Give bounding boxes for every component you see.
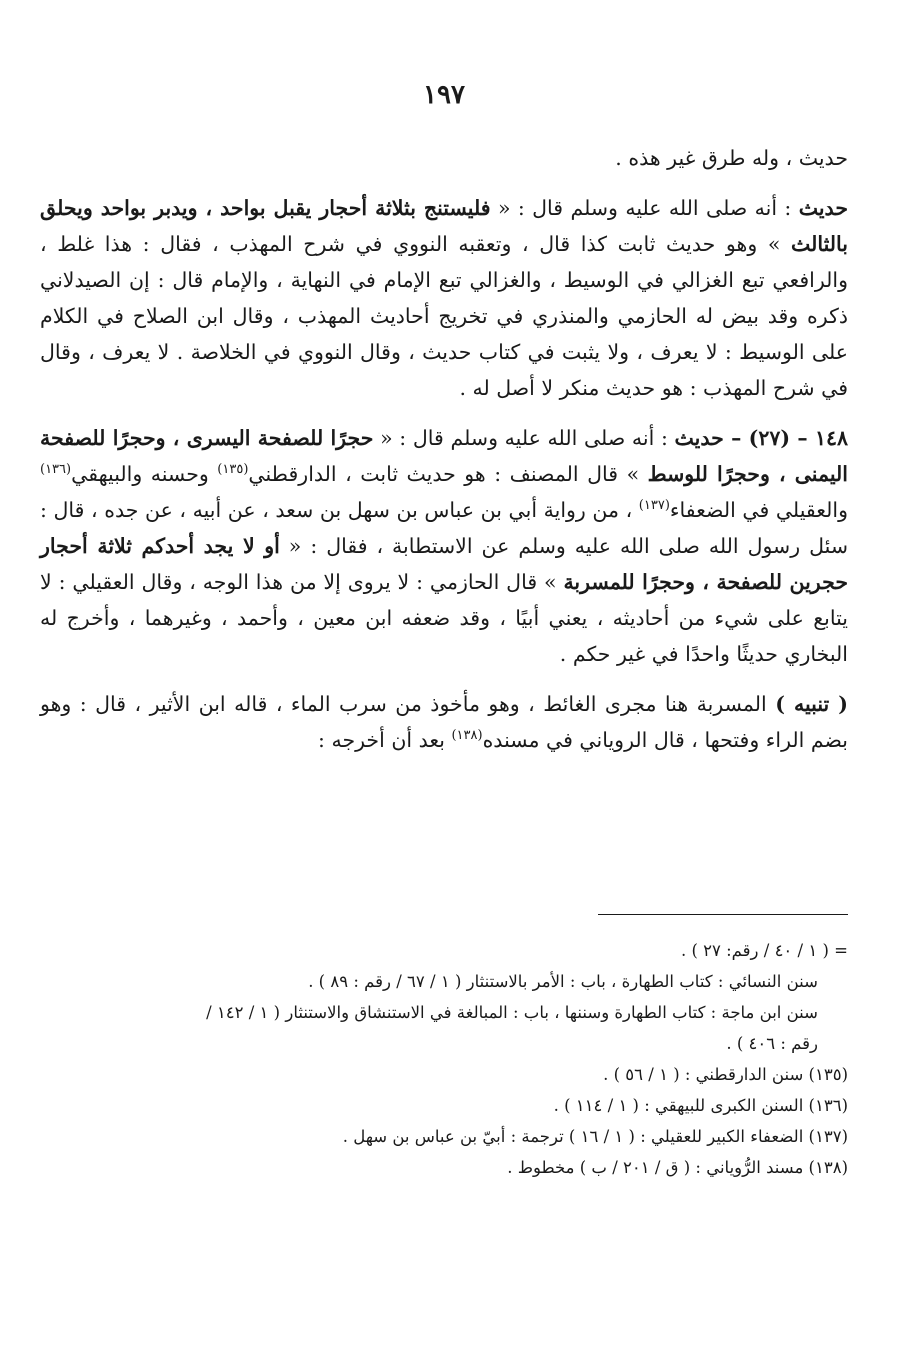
- footnote-separator: [598, 914, 848, 915]
- text-span: المسربة هنا مجرى الغائط ، وهو مأخوذ من سرب الماء ، قاله ابن الأثير ، قال : وهو بضم الراء وفتحها ، قال الروياني في مسنده: [40, 692, 848, 752]
- hadith-number-heading: ١٤٨ – (٢٧) – حديث: [674, 426, 848, 450]
- footnote-continuation: = ( ١ / ٤٠ / رقم: ٢٧ ) .: [680, 941, 848, 960]
- text-span: ، من رواية أبي بن عباس بن سهل بن سعد ، عن أبيه ، عن جده ، قال : سئل رسول الله صلى الله عليه وسلم عن الاستطابة ، فقال : «: [40, 498, 848, 558]
- note-label: ( تنبيه ): [775, 692, 848, 716]
- footnote-ref-138[interactable]: (١٣٨): [451, 728, 483, 744]
- footnote-ref-135[interactable]: (١٣٥): [217, 462, 249, 478]
- footnote-line: سنن النسائي : كتاب الطهارة ، باب : الأمر بالاستنثار ( ١ / ٦٧ / رقم : ٨٩ ) .: [308, 972, 818, 991]
- text-span: : أنه صلى الله عليه وسلم قال : «: [373, 426, 675, 450]
- footnote-ref-137[interactable]: (١٣٧): [638, 498, 670, 514]
- text-span: : أنه صلى الله عليه وسلم قال : «: [490, 196, 799, 220]
- hadith-quote: حجرًا للصفحة اليسرى ، وحجرًا للصفحة اليمنى ، وحجرًا للوسط: [40, 426, 848, 486]
- main-text: [40, 140, 848, 758]
- footnotes: [40, 935, 848, 1183]
- paragraph-2: [40, 190, 848, 406]
- text-span: » وهو حديث ثابت كذا قال ، وتعقبه النووي في شرح المهذب ، فقال : هذا غلط ، والرافعي تبع الغزالي في الوسيط ، والغزالي تبع الإمام في النهاية ، والإمام قال : إن الصيدلاني ذكره وقد بيض له الحازمي والمنذري في تخريج أحاديث المهذب ، وقال ابن الصلاح في الكلام على الوسيط : لا يعرف ، ولا يثبت في كتاب حديث ، وقال النووي في الخلاصة . لا يعرف ، وقال في شرح المهذب : هو حديث منكر لا أصل له .: [40, 232, 848, 400]
- footnote-137: (١٣٧) الضعفاء الكبير للعقيلي : ( ١ / ١٦ ) ترجمة : أبيّ بن عباس بن سهل .: [342, 1127, 848, 1146]
- text-span: » قال المصنف : هو حديث ثابت ، الدارقطني: [248, 462, 648, 486]
- document-page: [40, 0, 848, 1355]
- footnote-line: سنن ابن ماجة : كتاب الطهارة وسننها ، باب : المبالغة في الاستنشاق والاستنثار ( ١ / ١٤٢ /: [206, 1003, 818, 1022]
- footnote-line: رقم : ٤٠٦ ) .: [726, 1034, 818, 1053]
- text-span: بعد أن أخرجه :: [318, 728, 452, 752]
- footnote-135: (١٣٥) سنن الدارقطني : ( ١ / ٥٦ ) .: [603, 1065, 848, 1084]
- footnote-136: (١٣٦) السنن الكبرى للبيهقي : ( ١ / ١١٤ ) .: [553, 1096, 848, 1115]
- paragraph-4: [40, 686, 848, 758]
- page-number: ١٩٧: [423, 80, 465, 110]
- footnote-138: (١٣٨) مسند الرُّوياني : ( ق / ٢٠١ / ب ) مخطوط .: [507, 1158, 848, 1177]
- hadith-label: حديث: [798, 196, 848, 220]
- text-span: وحسنه والبيهقي: [71, 462, 218, 486]
- hadith-quote: أو لا يجد أحدكم ثلاثة أحجار حجرين للصفحة ، وحجرًا للمسربة: [40, 534, 848, 594]
- text-span: » قال الحازمي : لا يروى إلا من هذا الوجه ، وقال العقيلي : لا يتابع على شيء من أحاديثه ، يعني أبيًا ، وقد ضعفه ابن معين ، وأحمد ، وغيرهما ، وأخرج له البخاري حديثًا واحدًا في غير حكم .: [40, 570, 848, 666]
- footnote-ref-136[interactable]: (١٣٦): [40, 462, 72, 478]
- hadith-quote: فليستنج بثلاثة أحجار يقبل بواحد ، ويدبر بواحد ويحلق بالثالث: [40, 196, 848, 256]
- text-span: والعقيلي في الضعفاء: [669, 498, 848, 522]
- paragraph-3: [40, 420, 848, 672]
- paragraph-1: حديث ، وله طرق غير هذه .: [615, 146, 848, 170]
